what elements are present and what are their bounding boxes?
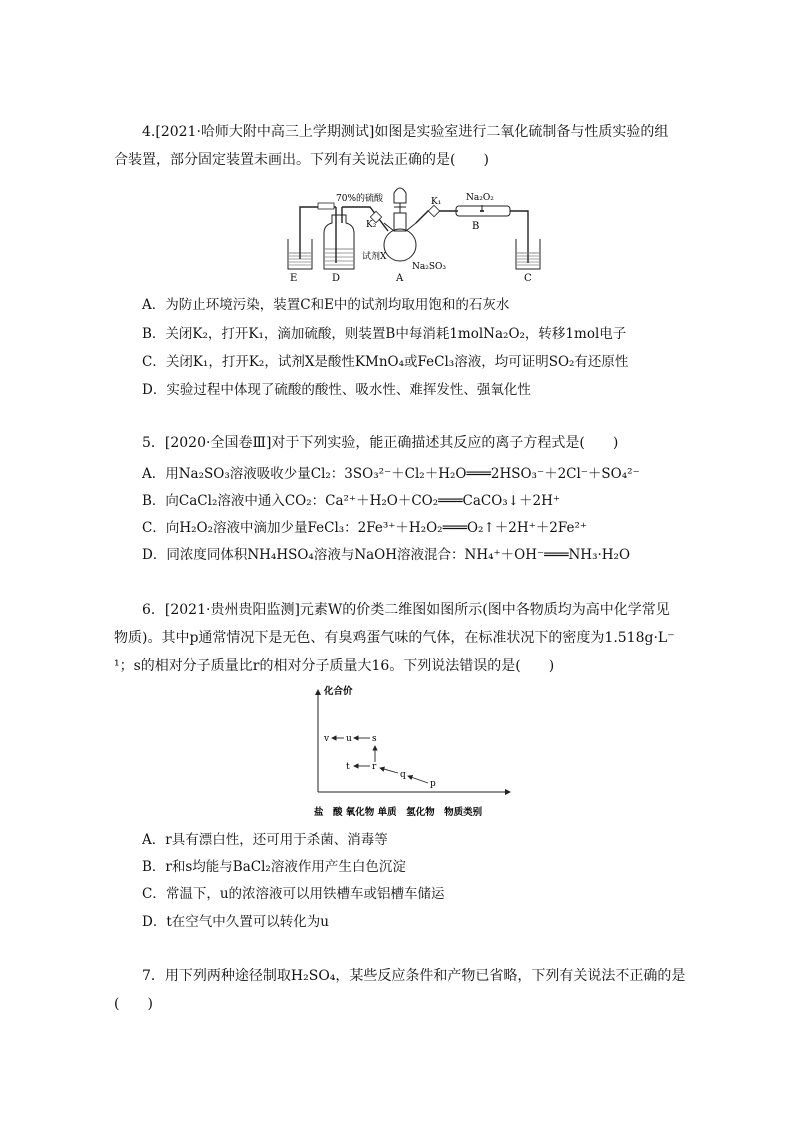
q6-stem-line2: 物质)。其中p通常情况下是无色、有臭鸡蛋气味的气体，在标准状况下的密度为1.518g·L⁻	[114, 630, 675, 646]
q5-option-b: B．向CaCl₂溶液中通入CO₂：Ca²⁺＋H₂O＋CO₂═══CaCO₃↓＋2H⁺	[142, 493, 561, 509]
q5-option-d: D．同浓度同体积NH₄HSO₄溶液与NaOH溶液混合：NH₄⁺＋OH⁻═══NH₃·H₂O	[142, 547, 631, 563]
label-na2o2: Na₂O₂	[466, 193, 494, 203]
label-e: E	[290, 273, 298, 283]
q5-stem: 5．[2020·全国卷Ⅲ]对于下列实验，能正确描述其反应的离子方程式是( )	[142, 435, 619, 451]
tube-to-e	[300, 207, 336, 259]
flask-a	[384, 213, 416, 261]
q6-stem-line1: 6．[2021·贵州贵阳监测]元素W的价类二维图如图所示(图中各物质均为高中化学常见	[142, 602, 670, 618]
point-u: u	[346, 734, 352, 744]
label-acid: 70%的硫酸	[336, 194, 384, 204]
q7-stem-line2: ( )	[114, 996, 153, 1012]
q7-stem-line1: 7．用下列两种途径制取H₂SO₄，某些反应条件和产物已省略，下列有关说法不正确的是	[142, 968, 686, 984]
dropping-funnel	[394, 188, 406, 213]
q6-option-a: A．r具有漂白性，还可用于杀菌、消毒等	[142, 832, 388, 848]
q4-stem: 4.[2021·哈师大附中高三上学期测试]如图是实验室进行二氧化硫制备与性质实验的组合装置，部分固定装置未画出。下列有关说法正确的是( )	[114, 124, 669, 168]
label-c: C	[524, 273, 532, 283]
label-d: D	[332, 273, 341, 283]
tube-d-to-a	[342, 207, 388, 231]
q4-option-a: A．为防止环境污染，装置C和E中的试剂均取用饱和的石灰水	[142, 297, 510, 313]
point-p: p	[430, 779, 436, 789]
label-k1: K₁	[431, 197, 442, 207]
q6-valence-category-chart	[310, 680, 520, 820]
tube-b	[456, 205, 510, 216]
q4-option-c: C．关闭K₁，打开K₂，试剂X是酸性KMnO₄或FeCl₃溶液，均可证明SO₂有还原性	[142, 354, 629, 370]
q6-stem-line3: ¹；s的相对分子质量比r的相对分子质量大16。下列说法错误的是( )	[114, 658, 555, 674]
q6-option-d: D．t在空气中久置可以转化为u	[142, 914, 329, 930]
point-s: s	[372, 734, 377, 744]
point-v: v	[324, 734, 330, 744]
point-q: q	[400, 770, 406, 780]
q6-option-b: B．r和s均能与BaCl₂溶液作用产生白色沉淀	[142, 859, 406, 875]
label-na2so3: Na₂SO₃	[412, 262, 447, 272]
q4-option-b: B．关闭K₂，打开K₁，滴加硫酸，则装置B中每消耗1molNa₂O₂，转移1mol电子	[142, 326, 627, 342]
q5-option-a: A．用Na₂SO₃溶液吸收少量Cl₂：3SO₃²⁻＋Cl₂＋H₂O═══2HSO₃⁻＋2Cl⁻＋SO₄²⁻	[142, 466, 640, 482]
label-k2: K₂	[366, 220, 377, 230]
point-r: r	[372, 762, 377, 772]
y-axis-label: 化合价	[324, 686, 353, 697]
valve-k1	[428, 205, 439, 216]
tube-b-to-c	[510, 211, 528, 263]
q5-option-c: C．向H₂O₂溶液中滴加少量FeCl₃：2Fe³⁺＋H₂O₂═══O₂↑＋2H⁺＋2Fe²⁺	[142, 520, 587, 536]
q4-apparatus-figure	[280, 183, 550, 283]
q4-option-d: D．实验过程中体现了硫酸的酸性、吸水性、难挥发性、强氧化性	[142, 382, 531, 398]
label-b: B	[472, 221, 480, 232]
x-axis-label: 盐 酸 氧化物 单质 氢化物 物质类别	[314, 807, 483, 818]
point-t: t	[346, 762, 350, 772]
q6-option-c: C．常温下，u的浓溶液可以用铁槽车或铝槽车储运	[142, 886, 445, 902]
label-a: A	[396, 273, 404, 283]
label-reagent-x: 试剂X	[362, 252, 387, 262]
